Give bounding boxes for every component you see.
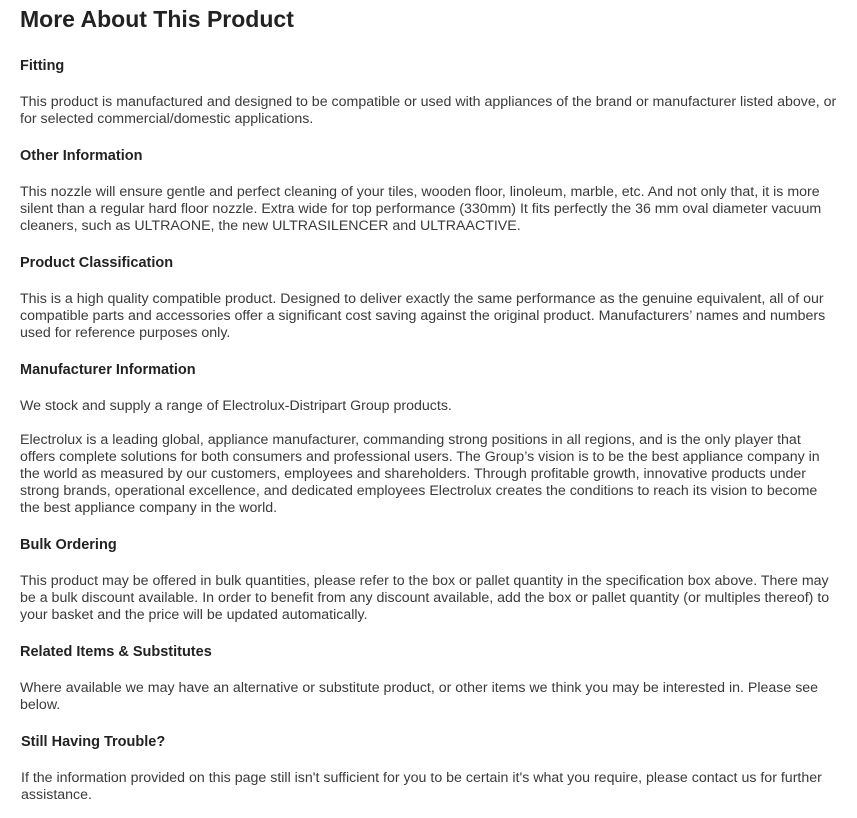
section-related-items — [20, 644, 837, 714]
section-heading: Product Classification — [20, 255, 174, 271]
section-paragraph: Where available we may have an alternative or substitute product, or other items we think you may be interested in. Please see below. — [20, 680, 819, 713]
section-heading: Manufacturer Information — [20, 362, 196, 378]
page-title: More About This Product — [20, 6, 294, 32]
section-paragraph: This is a high quality compatible product. Designed to deliver exactly the same performance as the genuine equivalent, all of our compatible parts and accessories offer a significant cost saving against the original product. Manufacturers’ names and numbers used for reference purposes only. — [20, 291, 826, 341]
section-paragraph: Electrolux is a leading global, appliance manufacturer, commanding strong positions in all regions, and is the only player that offers complete solutions for both consumers and professional users. The Group’s vision is to be the best appliance company in the world as measured by our customers, employees and shareholders. Through profitable growth, innovative products under strong brands, operational excellence, and dedicated employees Electrolux creates the conditions to reach its vision to become the best appliance company in the world. — [20, 432, 820, 516]
section-heading: Still Having Trouble? — [21, 734, 166, 750]
section-paragraph: If the information provided on this page still isn't sufficient for you to be certain it's what you require, please contact us for further assistance. — [21, 770, 822, 803]
section-paragraph: This nozzle will ensure gentle and perfect cleaning of your tiles, wooden floor, linoleum, marble, etc. And not only that, it is more silent than a regular hard floor nozzle. Extra wide for top performance (330mm) It fits perfectly the 36 mm oval diameter vacuum cleaners, such as ULTRAONE, the new ULTRASILENCER and ULTRAACTIVE. — [20, 184, 822, 234]
section-heading: Related Items & Substitutes — [20, 644, 212, 660]
section-heading: Bulk Ordering — [20, 537, 117, 553]
section-heading: Fitting — [20, 58, 65, 74]
section-paragraph: This product is manufactured and designed to be compatible or used with appliances of the brand or manufacturer listed above, or for selected commercial/domestic applications. — [20, 94, 837, 127]
section-manufacturer-information — [20, 362, 837, 517]
section-fitting — [20, 58, 837, 128]
section-bulk-ordering — [20, 537, 837, 624]
section-product-classification — [20, 255, 837, 342]
section-still-having-trouble — [20, 734, 837, 804]
section-paragraph: This product may be offered in bulk quantities, please refer to the box or pallet quantity in the specification box above. There may be a bulk discount available. In order to benefit from any discount available, add the box or pallet quantity (or multiples thereof) to your basket and the price will be updated automatically. — [20, 573, 830, 623]
section-paragraph: We stock and supply a range of Electrolux-Distripart Group products. — [20, 398, 452, 414]
section-other-information — [20, 148, 837, 235]
section-heading: Other Information — [20, 148, 143, 164]
